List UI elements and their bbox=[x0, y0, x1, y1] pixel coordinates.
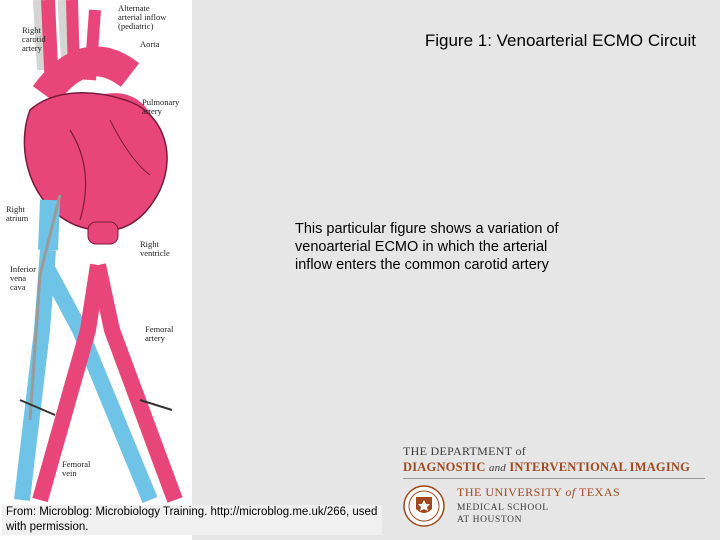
slide-body-text: This particular figure shows a variation of venoarterial ECMO in which the arterial inflow enters the common carotid artery bbox=[295, 221, 559, 273]
label-femoral-vein: Femoral vein bbox=[62, 459, 91, 478]
figure-caption: From: Microblog: Microbiology Training. http://microblog.me.uk/266, used with permission. bbox=[2, 505, 382, 535]
label-right-carotid-artery: Right carotid artery bbox=[22, 25, 46, 53]
label-pulmonary-artery: Pulmonary artery bbox=[142, 97, 180, 116]
department-diagnostic: DIAGNOSTIC bbox=[403, 460, 486, 474]
label-inferior-vena-cava: Inferior vena cava bbox=[10, 264, 36, 292]
university-prefix: THE UNIVERSITY bbox=[457, 485, 562, 499]
university-suffix: TEXAS bbox=[579, 485, 621, 499]
university-seal-icon bbox=[403, 485, 445, 527]
school-line-2: AT HOUSTON bbox=[457, 515, 523, 525]
university-of: of bbox=[565, 485, 576, 499]
department-branding bbox=[400, 440, 710, 532]
label-right-atrium: Right atrium bbox=[6, 204, 29, 223]
school-line-1: MEDICAL SCHOOL bbox=[457, 503, 549, 513]
ecmo-illustration bbox=[0, 0, 192, 540]
label-femoral-artery: Femoral artery bbox=[145, 324, 174, 343]
department-of-label: THE DEPARTMENT of bbox=[403, 444, 527, 458]
department-interventional: INTERVENTIONAL IMAGING bbox=[509, 460, 691, 474]
slide-title: Figure 1: Venoarterial ECMO Circuit bbox=[424, 31, 696, 50]
label-alternate-arterial-inflow: Alternate arterial inflow (pediatric) bbox=[118, 3, 167, 31]
branding-divider bbox=[403, 478, 705, 479]
label-right-ventricle: Right ventricle bbox=[140, 239, 170, 258]
label-aorta: Aorta bbox=[140, 39, 160, 49]
university-name bbox=[457, 485, 620, 500]
department-name bbox=[403, 460, 690, 475]
department-and: and bbox=[488, 462, 507, 474]
